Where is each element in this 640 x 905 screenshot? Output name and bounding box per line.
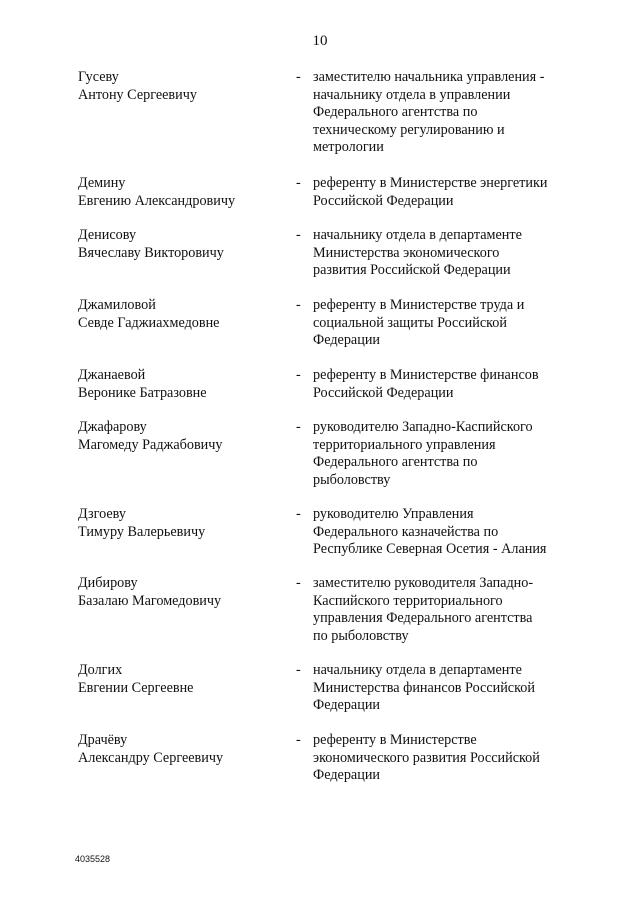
position-line: руководителю Западно-Каспийского (313, 419, 533, 435)
position-line: начальнику отдела в департаменте (313, 227, 522, 243)
given-names: Базалаю Магомедовичу (78, 592, 222, 609)
given-names: Веронике Батразовне (78, 384, 207, 401)
given-names: Тимуру Валерьевичу (78, 523, 206, 540)
position-line: Министерства экономического (313, 244, 500, 261)
dash: - (296, 69, 301, 85)
position-line: заместителю начальника управления - (313, 69, 545, 85)
surname: Джафарову (78, 419, 147, 435)
dash: - (296, 506, 301, 522)
position-text (313, 367, 575, 402)
position-text (313, 575, 575, 645)
position-line: экономического развития Российской (313, 749, 540, 766)
dash: - (296, 297, 301, 313)
position-line: референту в Министерстве финансов (313, 367, 539, 383)
recipient-name (78, 297, 278, 332)
given-names: Магомеду Раджабовичу (78, 436, 223, 453)
dash: - (296, 175, 301, 191)
position-line: референту в Министерстве (313, 732, 477, 748)
position-line: заместителю руководителя Западно- (313, 575, 534, 591)
position-text (313, 662, 575, 715)
position-line: развития Российской Федерации (313, 262, 511, 278)
recipient-name (78, 227, 278, 262)
document-code: 4035528 (75, 854, 111, 864)
position-text (313, 69, 575, 157)
position-line: Федерального казначейства по (313, 523, 499, 540)
surname: Дзгоеву (78, 506, 126, 522)
position-line: Каспийского территориального (313, 592, 503, 609)
surname: Денисову (78, 227, 137, 243)
recipient-name (78, 419, 278, 454)
position-line: социальной защиты Российской (313, 314, 507, 331)
position-line: Федерального агентства по (313, 104, 478, 120)
dash: - (296, 732, 301, 748)
position-line: Российской Федерации (313, 192, 454, 209)
recipient-name (78, 69, 278, 104)
surname: Демину (78, 175, 126, 191)
position-line: Российской Федерации (313, 384, 454, 401)
recipient-name (78, 506, 278, 541)
page-number: 10 (312, 33, 328, 49)
position-text (313, 175, 575, 210)
surname: Гусеву (78, 69, 119, 85)
position-text (313, 419, 575, 489)
position-line: метрологии (313, 139, 384, 155)
position-text (313, 506, 575, 559)
recipient-name (78, 367, 278, 402)
position-line: референту в Министерстве труда и (313, 297, 525, 313)
given-names: Севде Гаджиахмедовне (78, 314, 220, 331)
position-text (313, 227, 575, 280)
recipient-name (78, 662, 278, 697)
recipient-name (78, 575, 278, 610)
position-line: начальнику отдела в департаменте (313, 662, 522, 678)
position-line: Федерации (313, 332, 381, 348)
surname: Джанаевой (78, 367, 146, 383)
dash: - (296, 419, 301, 435)
position-line: Федерального агентства по (313, 454, 478, 470)
surname: Драчёву (78, 732, 128, 748)
position-text (313, 297, 575, 350)
given-names: Евгении Сергеевне (78, 679, 194, 696)
surname: Дибирову (78, 575, 138, 591)
dash: - (296, 662, 301, 678)
dash: - (296, 227, 301, 243)
surname: Джамиловой (78, 297, 156, 313)
dash: - (296, 367, 301, 383)
recipient-name (78, 732, 278, 767)
position-line: Министерства финансов Российской (313, 679, 535, 696)
position-line: Федерации (313, 697, 381, 713)
position-line: руководителю Управления (313, 506, 474, 522)
given-names: Вячеславу Викторовичу (78, 244, 224, 261)
position-line: референту в Министерстве энергетики (313, 175, 548, 191)
position-line: рыболовству (313, 471, 391, 488)
position-line: Федерации (313, 767, 381, 783)
position-text (313, 732, 575, 785)
position-line: территориального управления (313, 436, 496, 453)
position-line: Республике Северная Осетия - Алания (313, 541, 547, 557)
dash: - (296, 575, 301, 591)
surname: Долгих (78, 662, 123, 678)
given-names: Евгению Александровичу (78, 192, 236, 209)
position-line: управления Федерального агентства (313, 610, 533, 626)
given-names: Антону Сергеевичу (78, 86, 197, 103)
position-line: по рыболовству (313, 627, 409, 644)
position-line: начальнику отдела в управлении (313, 86, 511, 103)
given-names: Александру Сергеевичу (78, 749, 224, 766)
position-line: техническому регулированию и (313, 121, 505, 138)
recipient-name (78, 175, 278, 210)
